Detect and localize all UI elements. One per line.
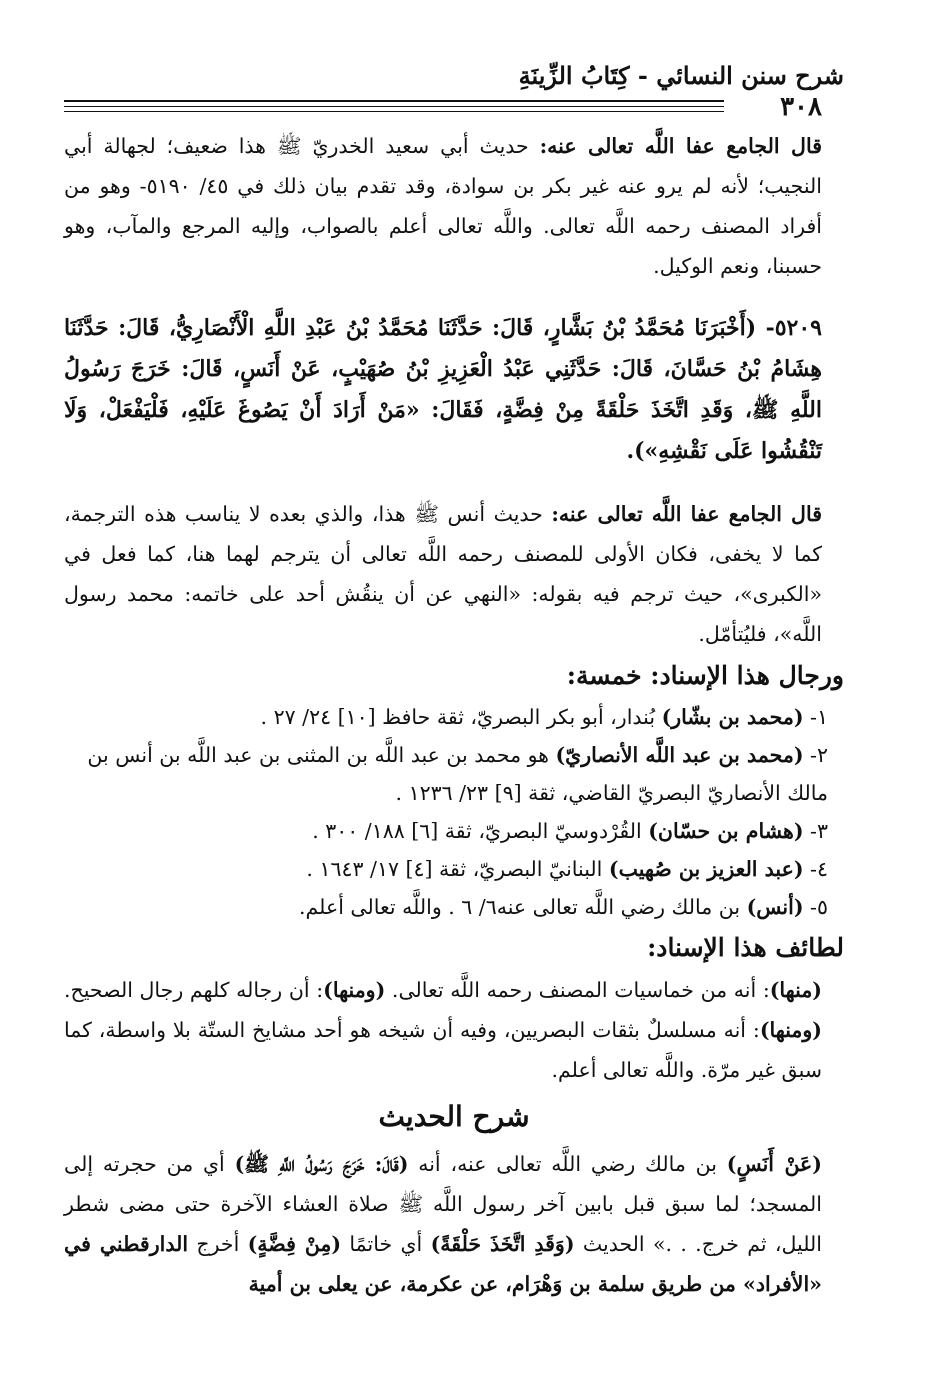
sharh-text: بن مالك رضي اللَّه تعالى عنه، أنه: [408, 1152, 727, 1176]
commentary-paragraph-1: [64, 126, 844, 286]
narrator-desc: بُندار، أبو بكر البصريّ، ثقة حافظ [١٠] ٢٤/ ٢٧ .: [260, 705, 662, 729]
sharh-quote: (قَالَ: خَرَجَ رَسُولُ اللَّهِ ﷺ): [234, 1152, 409, 1176]
lataif-heading: لطائف هذا الإسناد:: [647, 933, 844, 962]
narrator-item: [64, 736, 844, 812]
narrator-number: ٥-: [803, 895, 828, 919]
running-header: [64, 52, 844, 90]
sharh-text: أي خاتمًا: [341, 1232, 431, 1256]
sharh-quote: (وَقَدِ اتَّخَذَ حَلْقَةً): [430, 1232, 575, 1256]
narrator-item: [64, 850, 844, 888]
commentary-text: حديث أنس ﷺ هذا، والذي بعده لا يناسب هذه الترجمة، كما لا يخفى، فكان الأولى للمصنف رحمه اللَّه تعالى أن يترجم لهما هنا، كما فعل في «الكبرى»، حيث ترجم فيه بقوله: «النهي عن أن ينقُش أحد على خاتمه: محمد رسول اللَّه»، فليُتأمّل.: [64, 502, 822, 646]
lataif-marker: (ومنها): [759, 1018, 822, 1042]
page-number: ٣٠٨: [770, 92, 832, 122]
hadith-text: ٥٢٠٩- (أَخْبَرَنَا مُحَمَّدُ بْنُ بَشَّارٍ، قَالَ: حَدَّثَنَا مُحَمَّدُ بْنُ عَبْدِ اللَّهِ الْأَنْصَارِيُّ، قَالَ: حَدَّثَنَا هِشَامُ بْنُ حَسَّانَ، قَالَ: حَدَّثَنِي عَبْدُ الْعَزِيزِ بْنُ صُهَيْبٍ، عَنْ أَنَسٍ، قَالَ: خَرَجَ رَسُولُ اللَّهِ ﷺ، وَقَدِ اتَّخَذَ حَلْقَةً مِنْ فِضَّةٍ، فَقَالَ: «مَنْ أَرَادَ أَنْ يَصُوغَ عَلَيْهِ، فَلْيَفْعَلْ، وَلَا تَنْقُشُوا عَلَى نَقْشِهِ»).: [64, 315, 822, 464]
commentary-lead: قال الجامع عفا اللَّه تعالى عنه:: [539, 134, 822, 158]
narrator-number: ١-: [803, 705, 828, 729]
narrator-desc: القُرْدوسيّ البصريّ، ثقة [٦] ١٨٨/ ٣٠٠ .: [312, 819, 649, 843]
lataif-text: : أنه من خماسيات المصنف رحمه اللَّه تعالى.: [385, 978, 770, 1002]
narrator-list: [64, 698, 844, 926]
sharh-heading: شرح الحديث: [378, 1100, 530, 1133]
double-rule: [64, 100, 724, 116]
narrator-name: (محمد بن عبد اللَّه الأنصاريّ): [555, 743, 804, 767]
commentary-text: حديث أبي سعيد الخدريّ ﷺ هذا ضعيف؛ لجهالة أبي النجيب؛ لأنه لم يرو عنه غير بكر بن سوادة، وقد تقدم بيان ذلك في ٤٥/ ٥١٩٠- وهو من أفراد المصنف رحمه اللَّه تعالى. واللَّه تعالى أعلم بالصواب، وإليه المرجع والمآب، وهو حسبنا، ونعم الوكيل.: [64, 134, 822, 278]
commentary-lead: قال الجامع عفا اللَّه تعالى عنه:: [551, 502, 822, 526]
sharh-source: الدارقطني في «الأفراد» من طريق سلمة بن وَهْرَام، عن عكرمة، عن يعلى بن أمية: [64, 1232, 822, 1296]
lataif-paragraph: [64, 970, 844, 1090]
narrator-name: (أنس): [746, 895, 804, 919]
narrator-desc: البنانيّ البصريّ، ثقة [٤] ١٧/ ١٦٤٣ .: [306, 857, 609, 881]
narrator-name: (هشام بن حسّان): [648, 819, 804, 843]
lataif-marker: (ومنها): [323, 978, 386, 1002]
sharh-paragraph: [64, 1144, 844, 1304]
sharh-quote: (مِنْ فِضَّةٍ): [247, 1232, 342, 1256]
lataif-text: : أنه مسلسلٌ بثقات البصريين، وفيه أن شيخه هو أحد مشايخ الستّة بلا واسطة، كما سبق غير مرّة. واللَّه تعالى أعلم.: [64, 1018, 822, 1082]
sharh-quote: (عَنْ أَنَسٍ): [726, 1152, 822, 1176]
commentary-paragraph-2: [64, 494, 844, 654]
header-title: شرح سنن النسائي - كِتَابُ الزِّينَةِ: [518, 61, 844, 90]
book-page: [64, 52, 844, 1304]
narrator-desc: هو محمد بن عبد اللَّه بن المثنى بن عبد اللَّه بن أنس بن مالك الأنصاريّ البصريّ القاضي، ثقة [٩] ٢٣/ ١٢٣٦ .: [87, 743, 828, 805]
narrator-number: ٣-: [803, 819, 828, 843]
narrator-number: ٤-: [803, 857, 828, 881]
narrator-item: [64, 698, 844, 736]
narrator-item: [64, 888, 844, 926]
header-rule: [64, 92, 844, 126]
rijal-heading: ورجال هذا الإسناد: خمسة:: [566, 661, 844, 690]
narrator-name: (عبد العزيز بن صُهيب): [608, 857, 804, 881]
narrator-name: (محمد بن بشّار): [661, 705, 804, 729]
narrator-desc: بن مالك رضي اللَّه تعالى عنه٦/ ٦ . واللَّه تعالى أعلم.: [299, 895, 747, 919]
narrator-number: ٢-: [803, 743, 828, 767]
sharh-text: أي من حجرته إلى المسجد؛ لما سبق قبل بابين آخر رسول اللَّه ﷺ صلاة العشاء الآخرة حتى مضى شطر الليل، ثم خرج. . .» الحديث: [64, 1152, 822, 1256]
lataif-text: : أن رجاله كلهم رجال الصحيح.: [64, 978, 324, 1002]
sharh-text: أخرج: [188, 1232, 248, 1256]
lataif-marker: (منها): [769, 978, 822, 1002]
narrator-item: [64, 812, 844, 850]
